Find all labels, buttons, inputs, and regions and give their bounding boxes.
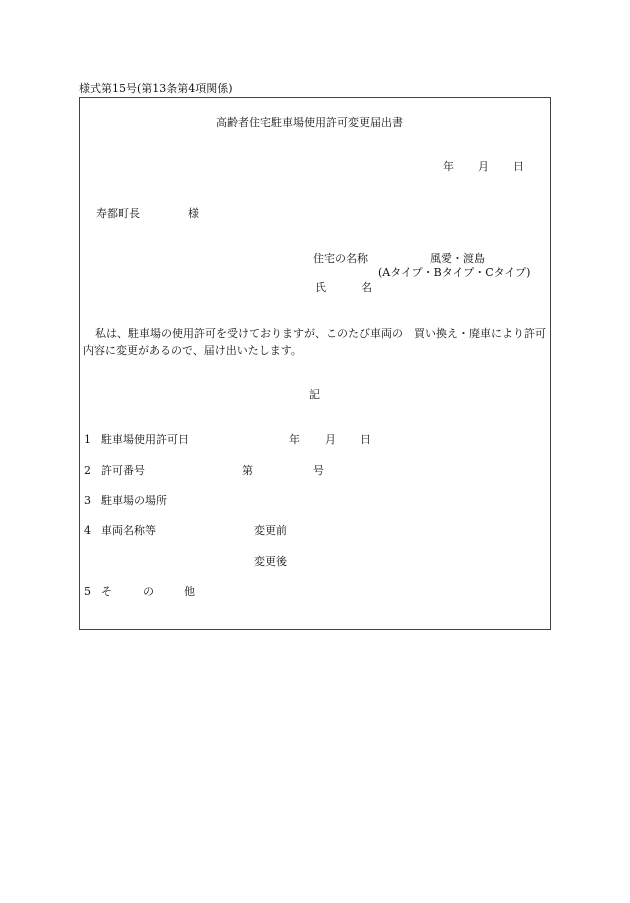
housing-types: (Aタイプ・Bタイプ・Cタイプ) bbox=[378, 266, 531, 279]
item2-go: 号 bbox=[313, 464, 324, 477]
item2-number: 2 bbox=[84, 464, 91, 477]
name-label-part2: 名 bbox=[361, 281, 372, 294]
item4-number: 4 bbox=[84, 524, 91, 537]
notification-body: 私は、駐車場の使用許可を受けておりますが、このたび車両の 買い換え・廃車により許可内容に変更があるので、届け出いたします。 bbox=[83, 327, 546, 357]
ki-heading: 記 bbox=[309, 388, 320, 401]
item4-after: 変更後 bbox=[254, 555, 287, 568]
item3-number: 3 bbox=[84, 494, 91, 507]
housing-name-label: 住宅の名称 bbox=[313, 252, 368, 265]
date-year-label: 年 bbox=[443, 160, 454, 173]
addressee-honorific: 様 bbox=[188, 207, 199, 220]
form-title: 高齢者住宅駐車場使用許可変更届出書 bbox=[216, 116, 403, 129]
item2-dai: 第 bbox=[242, 464, 253, 477]
form-number-label: 様式第15号(第13条第4項関係) bbox=[79, 82, 233, 95]
item4-label: 車両名称等 bbox=[101, 524, 156, 537]
item2-label: 許可番号 bbox=[101, 464, 145, 477]
item5-label-part1: そ bbox=[101, 585, 112, 598]
item5-label-part2: の bbox=[143, 585, 154, 598]
addressee-name: 寿都町長 bbox=[96, 207, 140, 220]
form-frame bbox=[79, 97, 551, 630]
item1-day: 日 bbox=[360, 433, 371, 446]
date-day-label: 日 bbox=[513, 160, 524, 173]
name-label-part1: 氏 bbox=[315, 281, 326, 294]
item3-label: 駐車場の場所 bbox=[101, 494, 167, 507]
item1-month: 月 bbox=[325, 433, 336, 446]
item1-label: 駐車場使用許可日 bbox=[101, 433, 189, 446]
item5-number: 5 bbox=[84, 585, 91, 598]
item5-label-part3: 他 bbox=[184, 585, 195, 598]
date-month-label: 月 bbox=[478, 160, 489, 173]
item1-year: 年 bbox=[289, 433, 300, 446]
item1-number: 1 bbox=[84, 433, 91, 446]
item4-before: 変更前 bbox=[254, 524, 287, 537]
housing-name-value: 風愛・渡島 bbox=[430, 252, 485, 265]
